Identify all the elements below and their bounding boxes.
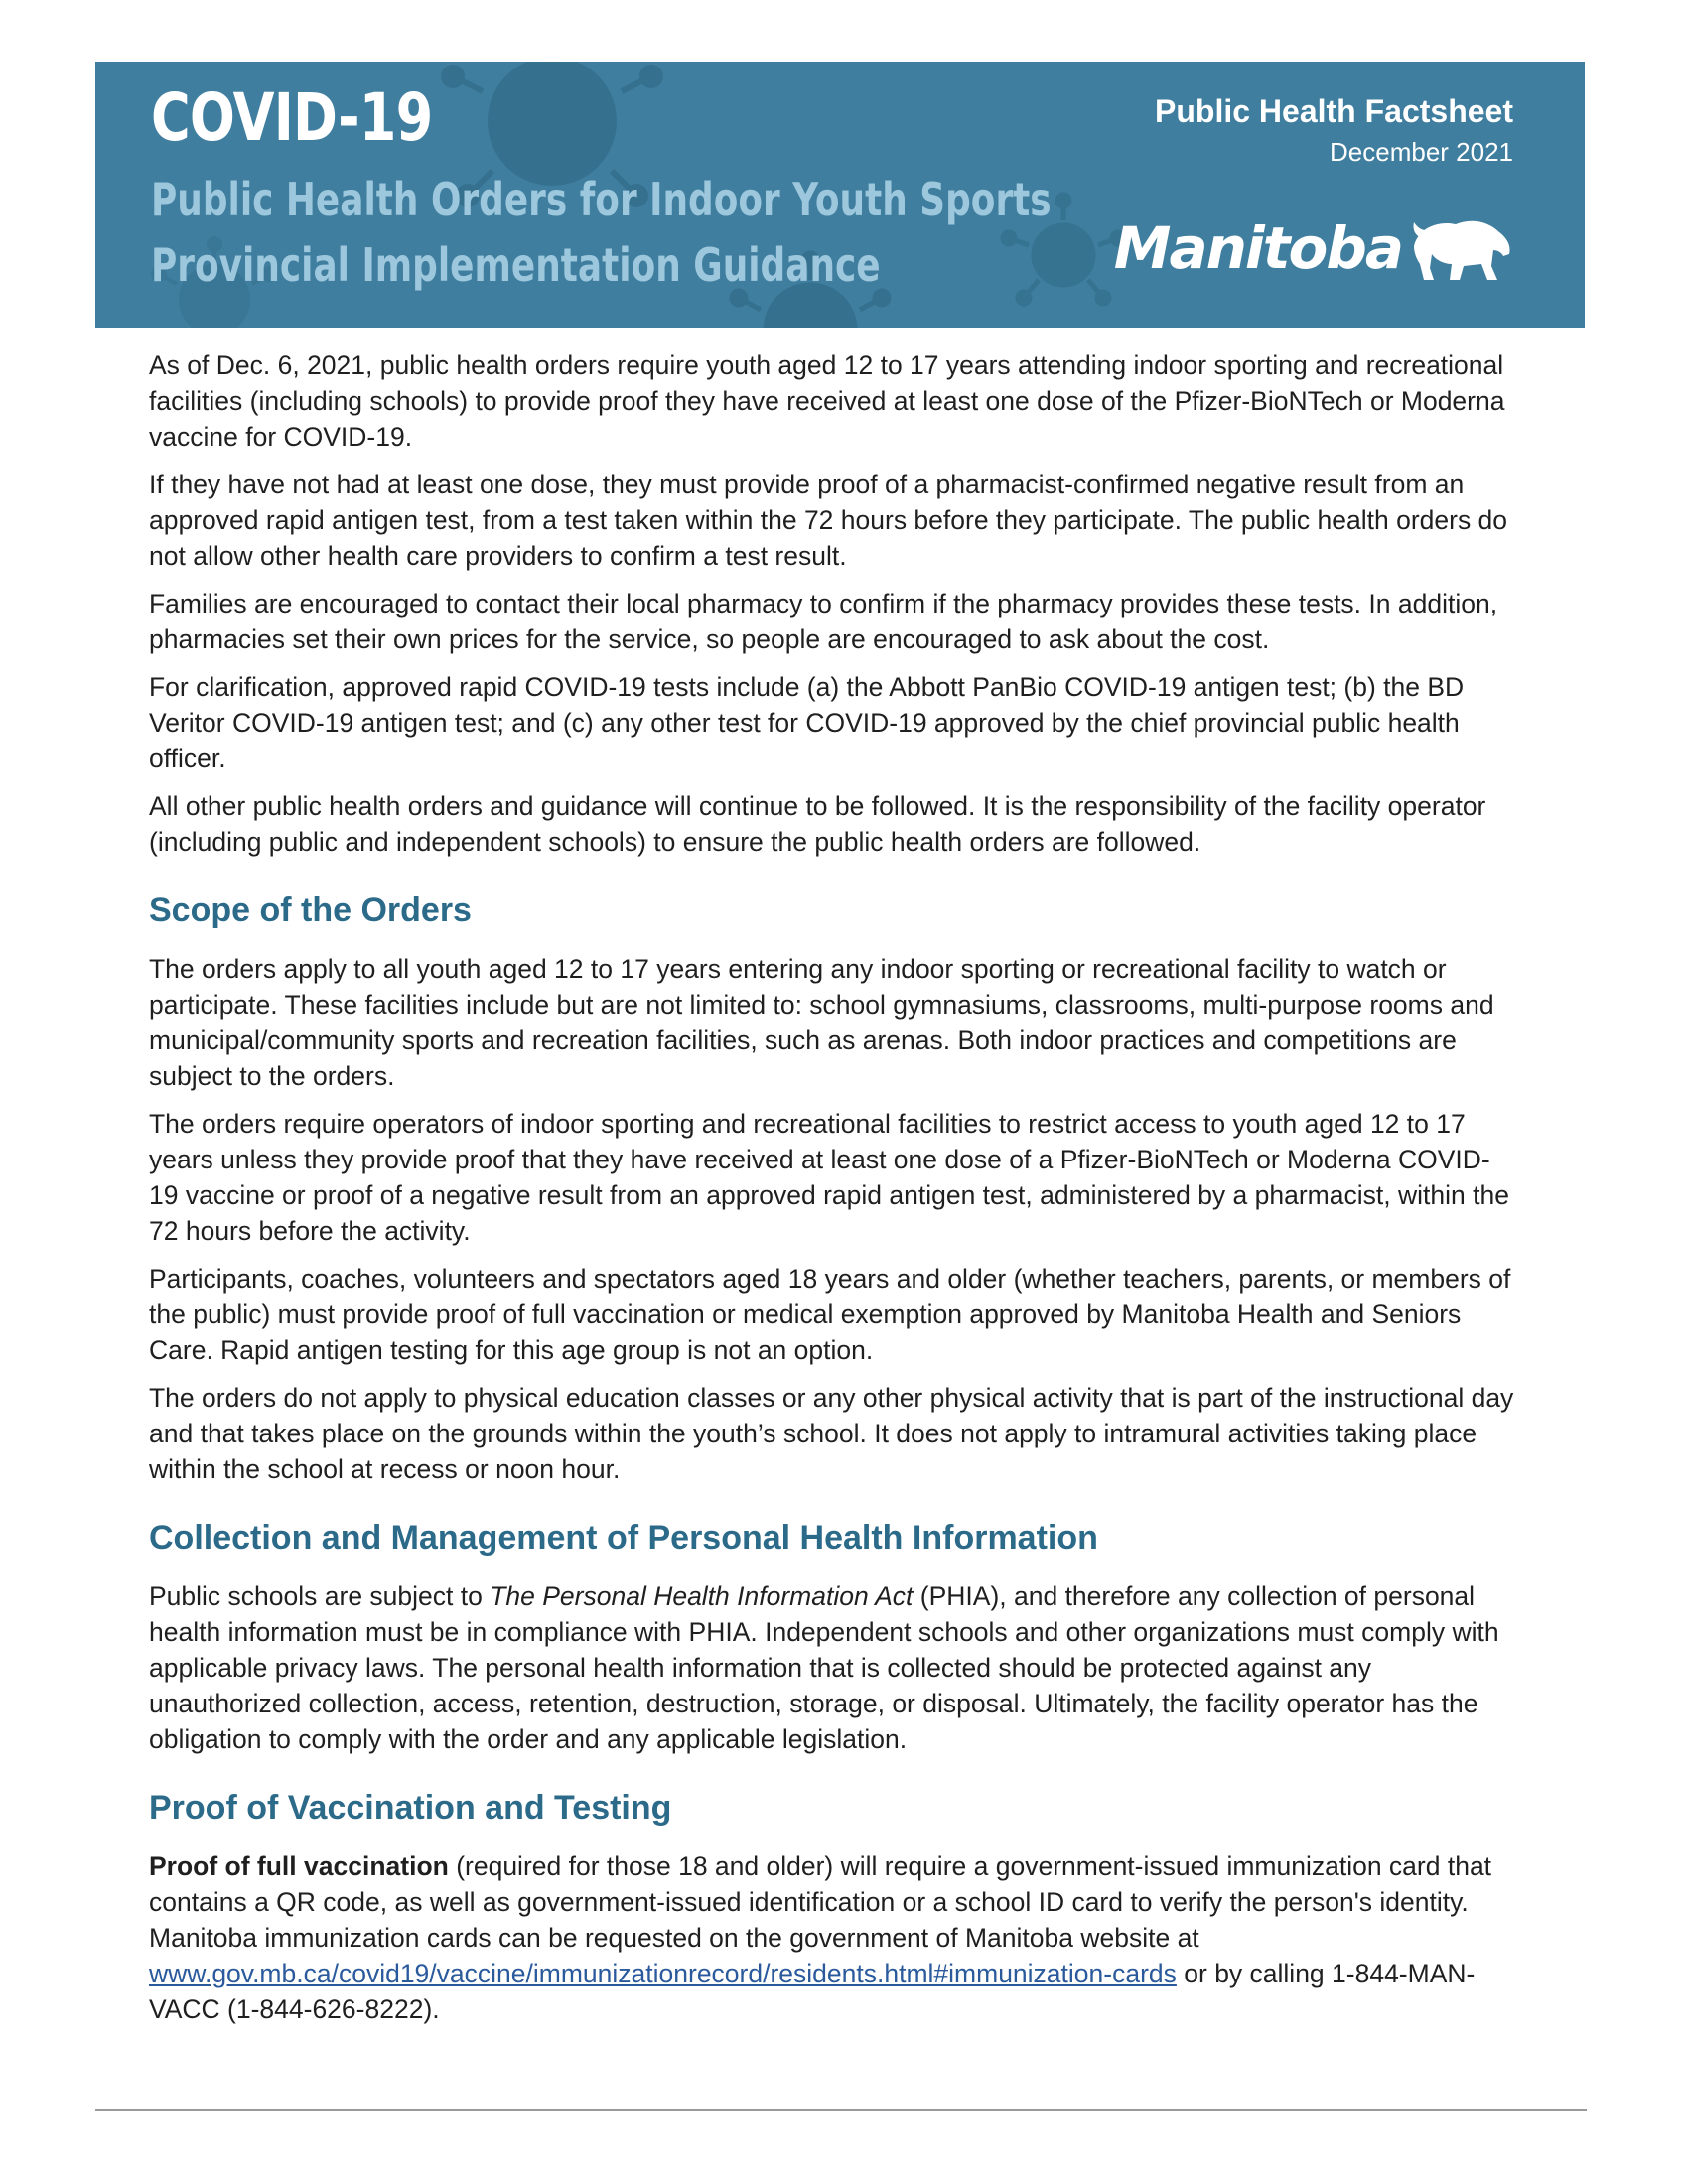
document-subtitle-line2: Provincial Implementation Guidance (151, 238, 881, 292)
act-title: The Personal Health Information Act (490, 1581, 914, 1611)
intro-paragraph: For clarification, approved rapid COVID-19 tests include (a) the Abbott PanBio COVID-19 antigen test; (b) the BD Veritor COVID-19 antigen test; and (c) any other test for COVID-19 approved by the chief provincial public health officer. (149, 672, 1465, 773)
intro-paragraph: All other public health orders and guidance will continue to be followed. It is the responsibility of the facility operator (including public and independent schools) to ensure the public health orders are followed. (149, 791, 1486, 857)
document-body (149, 347, 1519, 2039)
scope-paragraph: The orders require operators of indoor sporting and recreational facilities to restrict access to youth aged 12 to 17 years unless they provide proof that they have received at least one dose of a Pfizer-BioNTech or Moderna COVID-19 vaccine or proof of a negative result from an approved rapid antigen test, administered by a pharmacist, within the 72 hours before the activity. (149, 1109, 1509, 1246)
collection-text-before: Public schools are subject to (149, 1581, 491, 1611)
immunization-cards-link[interactable]: www.gov.mb.ca/covid19/vaccine/immunizationrecord/residents.html#immunization-cards (149, 1959, 1177, 1988)
collection-paragraph (149, 1578, 1519, 1757)
section-heading-collection: Collection and Management of Personal Health Information (149, 1519, 1098, 1557)
header-banner (95, 62, 1585, 328)
scope-paragraph: Participants, coaches, volunteers and spectators aged 18 years and older (whether teachers, parents, or members of the public) must provide proof of full vaccination or medical exemption approved by Manitoba Health and Seniors Care. Rapid antigen testing for this age group is not an option. (149, 1264, 1511, 1365)
section-heading-scope: Scope of the Orders (149, 891, 472, 929)
collection-text-after: (PHIA), and therefore any collection of personal health information must be in compliance with PHIA. Independent schools and other organizations must comply with applicable privacy laws. The personal health information that is collected should be protected against any unauthorized collection, access, retention, destruction, storage, or disposal. Ultimately, the facility operator has the obligation to comply with the order and any applicable legislation. (149, 1581, 1499, 1754)
scope-paragraph: The orders apply to all youth aged 12 to 17 years entering any indoor sporting or recreational facility to watch or participate. These facilities include but are not limited to: school gymnasiums, classrooms, multi-purpose rooms and municipal/community sports and recreation facilities, such as arenas. Both indoor practices and competitions are subject to the orders. (149, 954, 1494, 1091)
factsheet-label: Public Health Factsheet (1155, 93, 1513, 129)
manitoba-logo (1114, 208, 1517, 288)
logo-wordmark: Manitoba (1113, 214, 1402, 282)
intro-paragraph: Families are encouraged to contact their local pharmacy to confirm if the pharmacy provides these tests. In addition, pharmacies set their own prices for the service, so people are encouraged to ask about the cost. (149, 589, 1498, 654)
scope-paragraph: The orders do not apply to physical education classes or any other physical activity that is part of the instructional day and that takes place on the grounds within the youth’s school. It does not apply to intramural activities taking place within the school at recess or noon hour. (149, 1383, 1514, 1484)
intro-paragraph: As of Dec. 6, 2021, public health orders require youth aged 12 to 17 years attending indoor sporting and recreational facilities (including schools) to provide proof they have received at least one dose of the Pfizer-BioNTech or Moderna vaccine for COVID-19. (149, 350, 1505, 452)
proof-bold-lead: Proof of full vaccination (149, 1851, 449, 1881)
footer-divider (95, 2109, 1587, 2111)
proof-paragraph (149, 1848, 1519, 2027)
publication-date: December 2021 (1330, 137, 1513, 167)
document-subtitle-line1: Public Health Orders for Indoor Youth Sports (151, 173, 1052, 226)
proof-text-1: (required for those 18 and older) will require a government-issued immunization card that contains a QR code, as well as government-issued identification or a school ID card to verify the person's identity. Manitoba immunization cards can be requested on the government of Manitoba website at (149, 1851, 1492, 1953)
intro-paragraph: If they have not had at least one dose, they must provide proof of a pharmacist-confirmed negative result from an approved rapid antigen test, from a test taken within the 72 hours before they participate. The public health orders do not allow other health care providers to confirm a test result. (149, 470, 1508, 571)
document-title: COVID-19 (151, 79, 433, 156)
section-heading-proof: Proof of Vaccination and Testing (149, 1789, 672, 1827)
bison-icon (1408, 208, 1517, 288)
proof-text-2: or by calling 1-844-MAN-VACC (1-844-626-8222). (149, 1959, 1476, 2024)
